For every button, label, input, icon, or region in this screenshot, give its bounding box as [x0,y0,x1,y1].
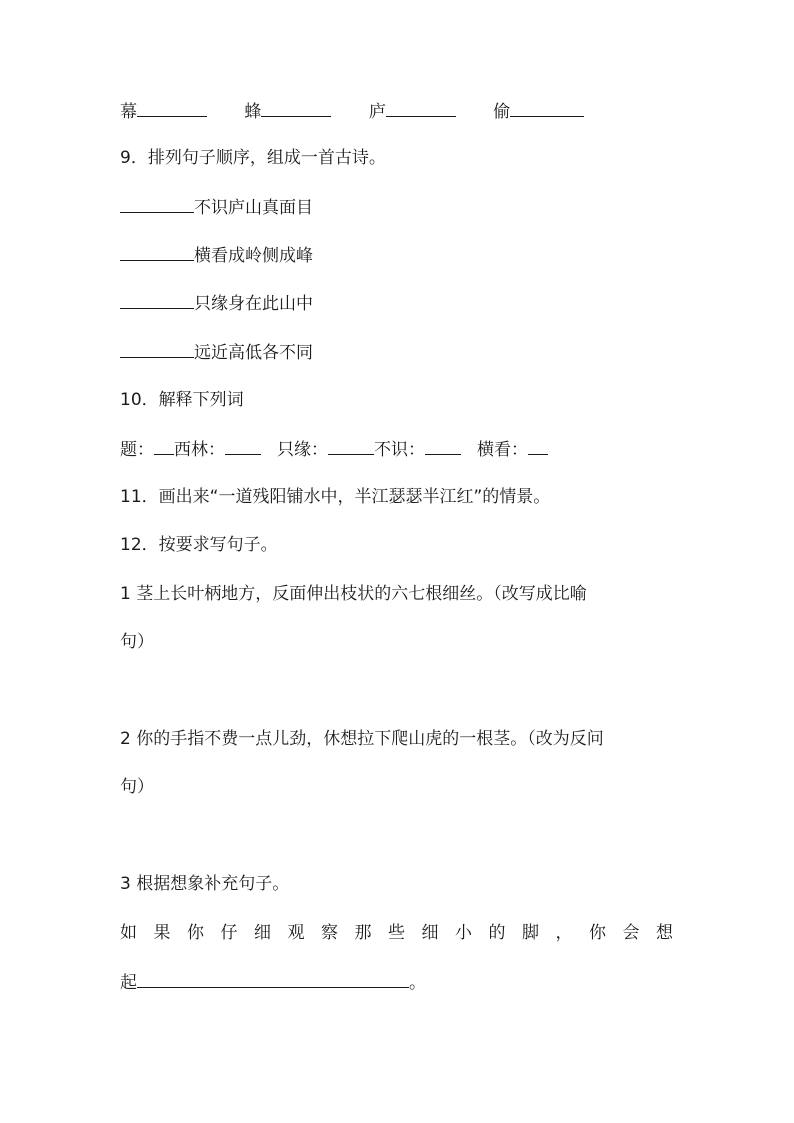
q9-line-4 [120,340,313,364]
q12-s3-char: 察 [321,923,338,943]
q12-sentence-2-b: 句） [120,777,154,797]
q10-blank-5[interactable] [528,437,548,455]
q12-s3-char: 你 [187,923,204,943]
q8-char-2: 蜂 [244,102,262,122]
q9-line-2-text: 横看成岭侧成峰 [194,246,313,266]
q8-blank-2[interactable] [261,99,331,117]
q12-sentence-2-a: 2 你的手指不费一点儿劲，休想拉下爬山虎的一根茎。（改为反问 [120,729,604,749]
q9-line-3-text: 只缘身在此山中 [194,294,313,314]
q12-s3-char: 的 [488,923,506,943]
q8-blank-4[interactable] [510,99,584,117]
q10-blank-4[interactable] [425,437,461,455]
q8-word-blanks [120,99,584,123]
q10-term-1: 题： [120,440,154,460]
q9-line-4-text: 远近高低各不同 [194,343,313,363]
q12-sentence-3-title: 3 根据想象补充句子。 [120,874,290,894]
q9-title: 9．排列句子顺序，组成一首古诗。 [120,148,386,168]
q8-blank-1[interactable] [137,99,207,117]
q12-sentence-3-line-1 [120,922,673,944]
q8-blank-3[interactable] [386,99,456,117]
q12-s3-char: 观 [287,923,305,943]
q12-sentence-1-b: 句） [120,632,154,652]
q12-s3-char: 小 [455,923,472,943]
q12-s3-end: 。 [409,973,426,993]
q11-title: 11．画出来“一道残阳铺水中，半江瑟瑟半江红”的情景。 [120,487,551,507]
q8-char-4: 偷 [493,102,511,122]
q12-s3-char: 那 [354,923,372,943]
q10-term-3: 只缘： [277,440,328,460]
q12-s3-char: 些 [388,923,405,943]
q12-s3-char: 脚 [522,923,539,943]
q9-line-1-text: 不识庐山真面目 [194,198,313,218]
q12-s3-char: 细 [254,923,271,943]
q12-title: 12．按要求写句子。 [120,535,278,555]
q10-title: 10．解释下列词 [120,390,244,410]
q10-term-2: 西林： [174,440,225,460]
q12-s3-char: 会 [622,923,640,943]
q12-s3-start: 起 [120,973,137,993]
q10-blank-3[interactable] [328,437,374,455]
q12-s3-char: 你 [589,923,606,943]
q9-blank-2[interactable] [120,243,194,261]
q9-blank-4[interactable] [120,340,194,358]
q10-blank-2[interactable] [225,437,261,455]
q12-s3-answer-blank[interactable] [137,970,409,988]
q12-sentence-3-line-2 [120,970,426,994]
q9-line-3 [120,291,313,315]
q12-s3-char: 仔 [220,923,238,943]
q12-s3-char: 如 [120,923,137,943]
q9-line-2 [120,243,313,267]
q9-blank-1[interactable] [120,195,194,213]
q8-char-1: 幕 [120,102,137,122]
q12-s3-char: 细 [421,923,439,943]
q9-line-1 [120,195,313,219]
q10-term-5: 横看： [477,440,528,460]
q12-s3-char: 想 [656,923,673,943]
q12-sentence-1-a: 1 茎上长叶柄地方，反面伸出枝状的六七根细丝。（改写成比喻 [120,584,587,604]
q10-blank-1[interactable] [154,437,174,455]
q12-s3-char: ， [555,923,573,943]
q9-blank-3[interactable] [120,291,194,309]
q12-s3-char: 果 [153,923,171,943]
q8-char-3: 庐 [368,102,386,122]
q10-word-blanks [120,437,548,461]
q10-term-4: 不识： [374,440,425,460]
